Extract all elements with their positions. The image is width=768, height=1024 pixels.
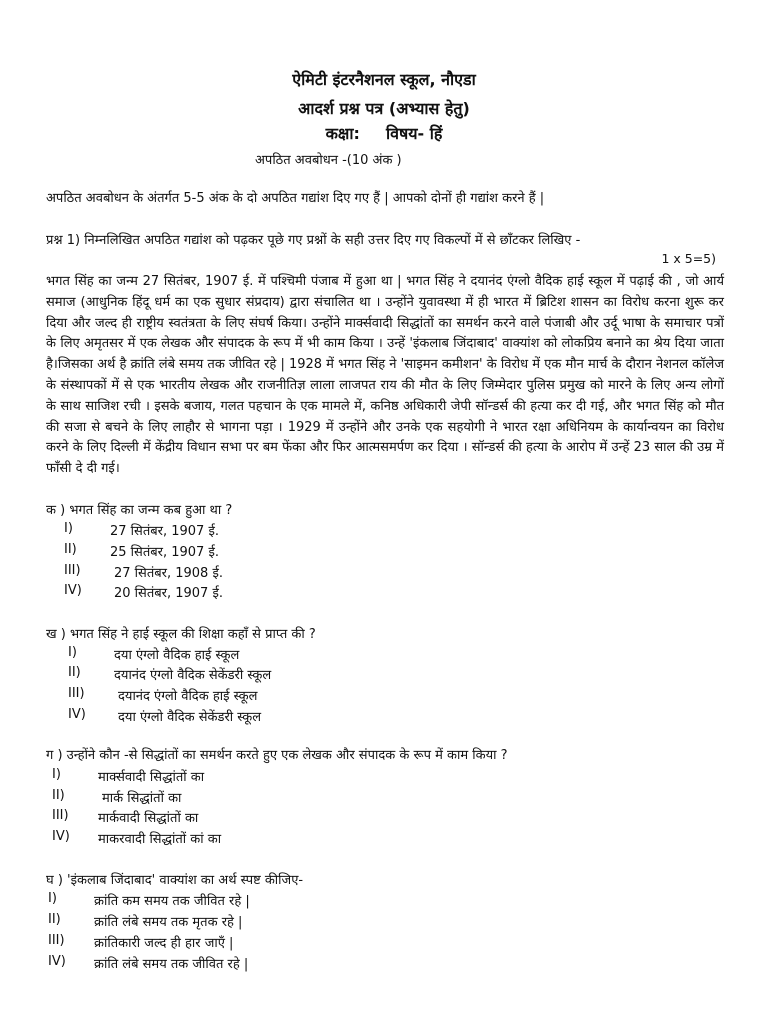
option-number: I) (68, 645, 77, 660)
question-gha-option-2[interactable] (48, 912, 243, 930)
option-number: IV) (64, 583, 82, 598)
subject-label: विषय- हिं (385, 124, 443, 143)
paper-title: आदर्श प्रश्न पत्र (अभ्यास हेतु) (298, 99, 470, 118)
option-number: I) (48, 891, 57, 906)
option-number: III) (52, 808, 69, 823)
option-text: दया एंग्लो वैदिक हाई स्कूल (114, 648, 240, 663)
option-text: मार्क्सवादी सिद्धांतों का (98, 770, 205, 785)
section-heading: अपठित अवबोधन -(10 अंक ) (255, 153, 402, 168)
question-gha: घ ) 'इंकलाब जिंदाबाद' वाक्यांश का अर्थ स्पष्ट कीजिए- (46, 873, 304, 888)
option-text: माकरवादी सिद्धांतों कां का (98, 832, 222, 847)
option-text: मार्क सिद्धांतों का (102, 791, 182, 806)
option-number: III) (64, 563, 81, 578)
option-text: 27 सितंबर, 1908 ई. (114, 566, 223, 581)
question-ka-option-4[interactable] (64, 583, 223, 601)
question-gha-option-4[interactable] (48, 954, 249, 972)
question-kha: ख ) भगत सिंह ने हाई स्कूल की शिक्षा कहाँ से प्राप्त की ? (46, 627, 316, 642)
question-kha-option-3[interactable] (68, 686, 258, 704)
option-number: I) (64, 521, 73, 536)
option-text: क्रांति लंबे समय तक जीवित रहे | (94, 957, 249, 972)
option-text: दया एंग्लो वैदिक सेकेंडरी स्कूल (118, 710, 262, 725)
option-text: 27 सितंबर, 1907 ई. (110, 524, 219, 539)
question-ka-option-3[interactable] (64, 563, 223, 581)
question-ka: क ) भगत सिंह का जन्म कब हुआ था ? (46, 503, 233, 518)
option-text: क्रांति लंबे समय तक मृतक रहे | (94, 915, 243, 930)
question-ga-option-1[interactable] (52, 767, 205, 785)
unseen-passage: भगत सिंह का जन्म 27 सितंबर, 1907 ई. में पश्चिमी पंजाब में हुआ था | भगत सिंह ने दयानंद एंग्लो वैदिक हाई स्कूल में पढ़ाई की , जो आर्य समाज (आधुनिक हिंदू धर्म का एक सुधार संप्रदाय) द्वारा संचालित था । उन्होंने युवावस्था में ही भारत में ब्रिटिश शासन का विरोध करना शुरू कर दिया और जल्द ही राष्ट्रीय स्वतंत्रता के लिए संघर्ष किया। उन्होंने मार्क्सवादी सिद्धांतों का समर्थन करने वाले पंजाबी और उर्दू भाषा के समाचार पत्रों के लिए अमृतसर में एक लेखक और संपादक के रूप में भी काम किया । उन्हें 'इंकलाब जिंदाबाद' वाक्यांश को लोकप्रिय बनाने का श्रेय दिया जाता है।जिसका अर्थ है क्रांति लंबे समय तक जीवित रहे | 1928 में भगत सिंह ने 'साइमन कमीशन' के विरोध में एक मौन मार्च के दौरान नेशनल कॉलेज के संस्थापकों में से एक भारतीय लेखक और राजनीतिज्ञ लाला लाजपत राय की मौत के लिए जिम्मेदार पुलिस प्रमुख को मारने के लिए अन्य लोगों के साथ साजिश रची । इसके बजाय, गलत पहचान के एक मामले में, कनिष्ठ अधिकारी जेपी सॉन्डर्स की हत्या कर दी गई, और भगत सिंह को मौत की सजा से बचने के लिए लाहौर से भागना पड़ा । 1929 में उन्होंने और उनके एक सहयोगी ने भारत रक्षा अधिनियम के कार्यान्वयन का विरोध करने के लिए दिल्ली में केंद्रीय विधान सभा पर बम फेंका और फिर आत्मसमर्पण कर दिया । सॉन्डर्स की हत्या के आरोप में उन्हें 23 साल की उम्र में फाँसी दे दी गई। (46, 274, 724, 477)
option-number: III) (48, 933, 65, 948)
option-text: 20 सितंबर, 1907 ई. (114, 586, 223, 601)
option-number: IV) (52, 829, 70, 844)
marks-label: 1 x 5=5) (661, 251, 716, 266)
question-kha-option-4[interactable] (68, 707, 262, 725)
option-text: क्रांति कम समय तक जीवित रहे | (94, 894, 250, 909)
school-name: ऐमिटी इंटरनैशनल स्कूल, नौएडा (292, 70, 476, 89)
question-ga-option-4[interactable] (52, 829, 222, 847)
question-kha-option-2[interactable] (68, 665, 272, 683)
question-ka-option-2[interactable] (64, 542, 219, 560)
question-ga-option-2[interactable] (52, 788, 182, 806)
class-label: कक्षा: (325, 124, 360, 143)
option-text: क्रांतिकारी जल्द ही हार जाएँ | (94, 936, 234, 951)
question-ga: ग ) उन्होंने कौन -से सिद्धांतों का समर्थन करते हुए एक लेखक और संपादक के रूप में काम किया ? (46, 748, 508, 763)
option-number: IV) (68, 707, 86, 722)
option-number: II) (68, 665, 81, 680)
question-1-instruction: प्रश्न 1) निम्नलिखित अपठित गद्यांश को पढ़कर पूछे गए प्रश्नों के सही उत्तर दिए गए विकल्पों में से छाँटकर लिखिए - (46, 233, 581, 248)
option-number: IV) (48, 954, 66, 969)
option-text: दयानंद एंग्लो वैदिक हाई स्कूल (118, 689, 258, 704)
option-number: II) (52, 788, 65, 803)
class-subject-line (0, 122, 768, 144)
question-ka-option-1[interactable] (64, 521, 219, 539)
option-number: I) (52, 767, 61, 782)
option-number: II) (48, 912, 61, 927)
intro-instruction: अपठित अवबोधन के अंतर्गत 5-5 अंक के दो अपठित गद्यांश दिए गए हैं | आपको दोनों ही गद्यांश करने हैं | (46, 191, 545, 206)
option-text: 25 सितंबर, 1907 ई. (110, 545, 219, 560)
question-ga-option-3[interactable] (52, 808, 199, 826)
question-gha-option-3[interactable] (48, 933, 234, 951)
option-number: III) (68, 686, 85, 701)
option-number: II) (64, 542, 77, 557)
option-text: दयानंद एंग्लो वैदिक सेकेंडरी स्कूल (114, 668, 272, 683)
question-gha-option-1[interactable] (48, 891, 250, 909)
option-text: मार्कवादी सिद्धांतों का (98, 811, 199, 826)
question-kha-option-1[interactable] (68, 645, 240, 663)
